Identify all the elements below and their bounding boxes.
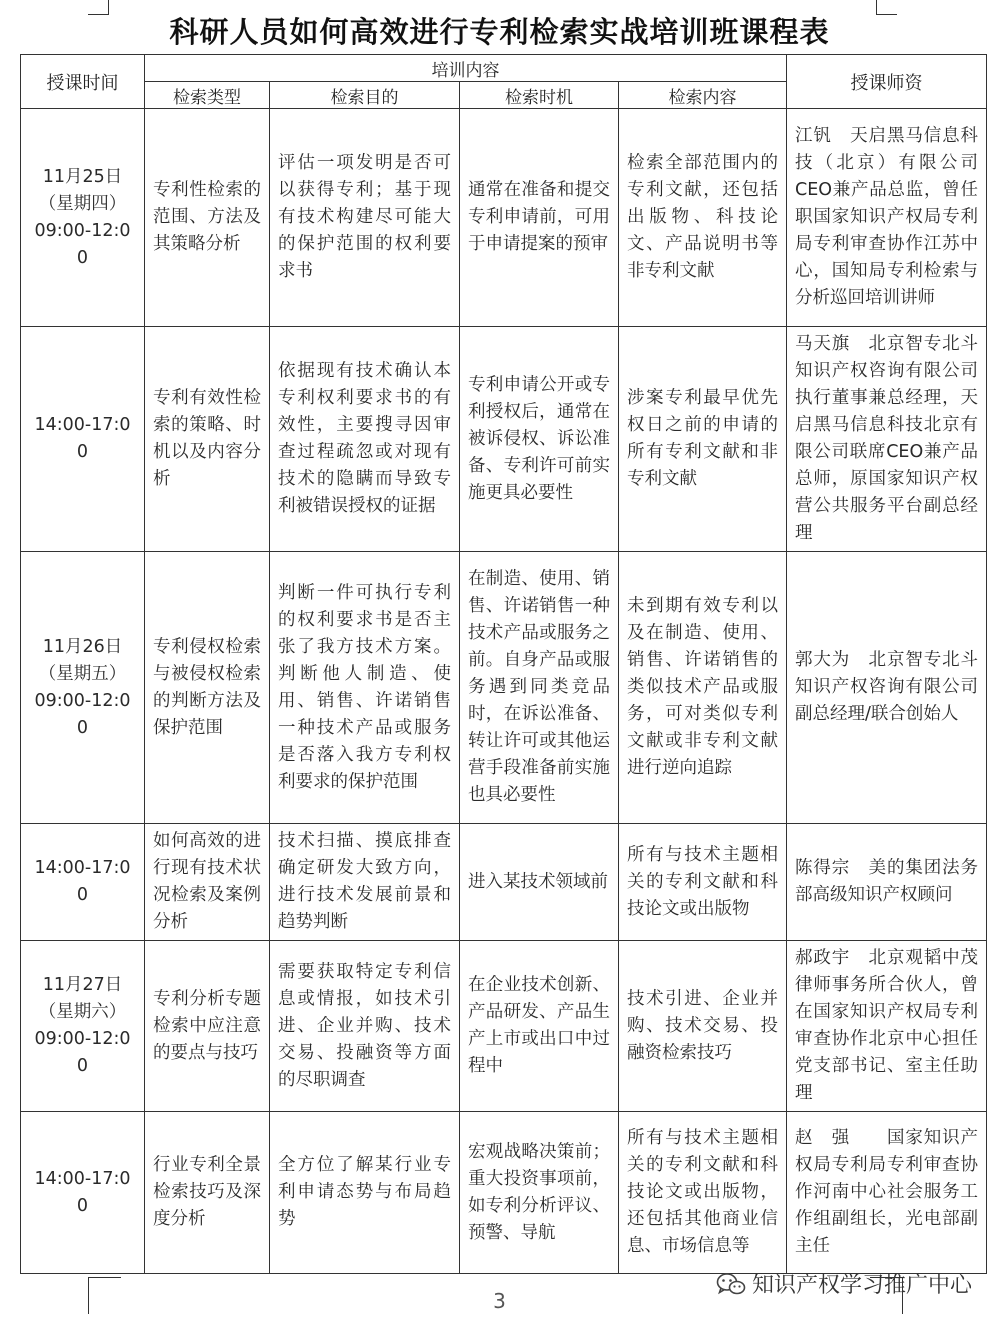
row-purpose: 依据现有技术确认本专利权利要求书的有效性，主要搜寻因审查过程疏忽或对现有技术的隐瞒而导致专利被错误授权的证据: [270, 327, 460, 552]
row-type: 专利有效性检索的策略、时机以及内容分析: [145, 327, 270, 552]
row-timing: 进入某技术领域前: [460, 824, 619, 941]
row-time: 11月26日 （星期五） 09:00-12:0 0: [21, 552, 145, 824]
page-title: 科研人员如何高效进行专利检索实战培训班课程表: [169, 15, 830, 49]
row-teacher: 江钒 天启黑马信息科技（北京）有限公司CEO兼产品总监，曾任职国家知识产权局专利局专利审查协作江苏中心，国知局专利检索与分析巡回培训讲师: [787, 109, 987, 327]
header-purpose: 检索目的: [270, 82, 460, 109]
row-purpose: 全方位了解某行业专利申请态势与布局趋势: [270, 1112, 460, 1274]
row-type: 行业专利全景检索技巧及深度分析: [145, 1112, 270, 1274]
table-row: [21, 109, 987, 327]
row-timing: 通常在准备和提交专利申请前，可用于申请提案的预审: [460, 109, 619, 327]
row-type: 专利侵权检索与被侵权检索的判断方法及保护范围: [145, 552, 270, 824]
row-purpose: 判断一件可执行专利的权利要求书是否主张了我方技术方案。判断他人制造、使用、销售、许诺销售一种技术产品或服务是否落入我方专利权利要求的保护范围: [270, 552, 460, 824]
row-teacher: 陈得宗 美的集团法务部高级知识产权顾问: [787, 824, 987, 941]
row-scope: 检索全部范围内的专利文献，还包括出版物、科技论文、产品说明书等非专利文献: [619, 109, 787, 327]
row-type: 专利性检索的范围、方法及其策略分析: [145, 109, 270, 327]
row-time: 14:00-17:0 0: [21, 327, 145, 552]
header-time: 授课时间: [21, 55, 145, 109]
table-row: [21, 327, 987, 552]
row-timing: 专利申请公开或专利授权后，通常在被诉侵权、诉讼准备、专利许可前实施更具必要性: [460, 327, 619, 552]
row-scope: 所有与技术主题相关的专利文献和科技论文或出版物: [619, 824, 787, 941]
row-scope: 所有与技术主题相关的专利文献和科技论文或出版物，还包括其他商业信息、市场信息等: [619, 1112, 787, 1274]
row-time: 14:00-17:0 0: [21, 1112, 145, 1274]
row-scope: 涉案专利最早优先权日之前的申请的所有专利文献和非专利文献: [619, 327, 787, 552]
header-timing: 检索时机: [460, 82, 619, 109]
row-teacher: 郭大为 北京智专北斗知识产权咨询有限公司 副总经理/联合创始人: [787, 552, 987, 824]
row-type: 专利分析专题检索中应注意的要点与技巧: [145, 941, 270, 1112]
row-timing: 宏观战略决策前；重大投资事项前，如专利分析评议、预警、导航: [460, 1112, 619, 1274]
row-purpose: 评估一项发明是否可以获得专利；基于现有技术构建尽可能大的保护范围的权利要求书: [270, 109, 460, 327]
header-teacher: 授课师资: [787, 55, 987, 109]
row-type: 如何高效的进行现有技术状况检索及案例分析: [145, 824, 270, 941]
row-time: 14:00-17:0 0: [21, 824, 145, 941]
header-content: 培训内容: [145, 55, 787, 82]
row-purpose: 技术扫描、摸底排查确定研发大致方向，进行技术发展前景和趋势判断: [270, 824, 460, 941]
row-time: 11月27日 （星期六） 09:00-12:0 0: [21, 941, 145, 1112]
page-number: 3: [493, 1289, 506, 1313]
course-schedule-table: [20, 54, 996, 1274]
row-timing: 在企业技术创新、产品研发、产品生产上市或出口中过程中: [460, 941, 619, 1112]
row-teacher: 郝政宇 北京观韬中茂律师事务所合伙人，曾在国家知识产权局专利审查协作北京中心担任党支部书记、室主任助理: [787, 941, 987, 1112]
header-scope: 检索内容: [619, 82, 787, 109]
row-scope: 技术引进、企业并购、技术交易、投融资检索技巧: [619, 941, 787, 1112]
table-row: [21, 941, 987, 1112]
row-scope: 未到期有效专利以及在制造、使用、销售、许诺销售的类似技术产品或服务，可对类似专利文献或非专利文献进行逆向追踪: [619, 552, 787, 824]
row-timing: 在制造、使用、销售、许诺销售一种技术产品或服务之前。自身产品或服务遇到同类竞品时，在诉讼准备、转让许可或其他运营手段准备前实施也具必要性: [460, 552, 619, 824]
table-row: [21, 824, 987, 941]
row-teacher: 马天旗 北京智专北斗知识产权咨询有限公司执行董事兼总经理，天启黑马信息科技北京有限公司联席CEO兼产品总师，原国家知识产权营公共服务平台副总经理: [787, 327, 987, 552]
row-time: 11月25日 （星期四） 09:00-12:0 0: [21, 109, 145, 327]
header-type: 检索类型: [145, 82, 270, 109]
watermark-text: 知识产权学习推广中心: [752, 1273, 973, 1298]
row-purpose: 需要获取特定专利信息或情报，如技术引进、企业并购、技术交易、投融资等方面的尽职调查: [270, 941, 460, 1112]
table-row: [21, 1112, 987, 1274]
table-row: [21, 552, 987, 824]
row-teacher: 赵 强 国家知识产权局专利局专利审查协作河南中心社会服务工作组副组长，光电部副主任: [787, 1112, 987, 1274]
